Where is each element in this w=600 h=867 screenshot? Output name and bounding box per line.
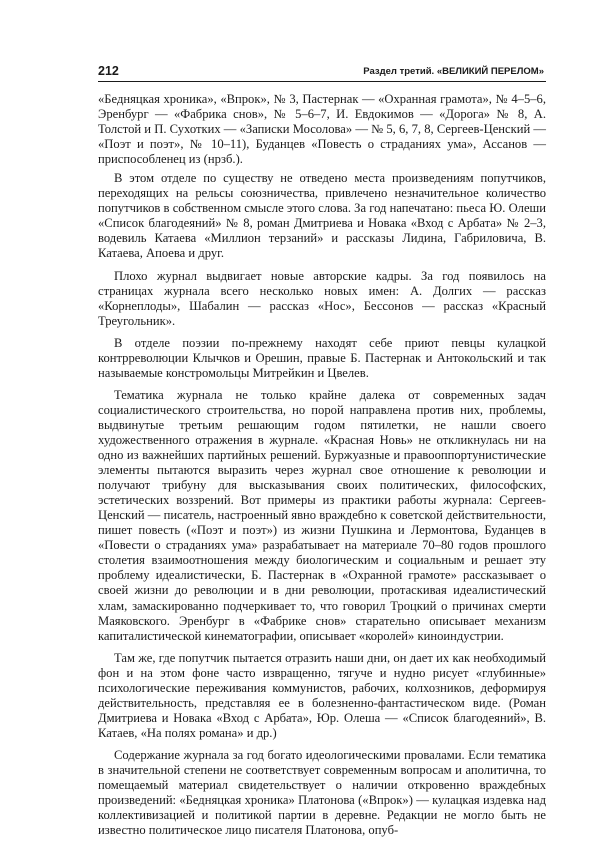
paragraph-new-authors: Плохо журнал выдвигает новые авторские кадры. За год появилось на страницах журнала всего несколько новых имен: А. Долгих — рассказ «Корнеплоды», Шабалин — рассказ «Нос», Бессонов — рассказ «Красный Треугольник». [98,268,546,328]
paragraph-poetry: В отделе поэзии по-прежнему находят себе приют певцы кулацкой контрреволюции Клычков и Орешин, правые Б. Пастернак и Антокольский и так называемые констромольцы Митрейкин и Цвелев. [98,335,546,380]
header-rule [98,81,546,82]
running-head-title: Раздел третий. «ВЕЛИКИЙ ПЕРЕЛОМ» [363,66,544,77]
running-header [98,56,546,84]
paragraph-continuation: «Бедняцкая хроника», «Впрок», № 3, Пастернак — «Охранная грамота», № 4–5–6, Эренбург — «Фабрика снов», № 5–6–7, И. Евдокимов — «Дорога» № 8, А. Толстой и П. Сухотких — «Записки Мосолова» — № 5, 6, 7, 8, Сергеев-Ценский — «Поэт и поэт», № 10–11), Буданцев «Повесть о страданиях ума», Ассанов — приспособленец из (нрзб.). [98,92,546,167]
paragraph-fellow-travelers: В этом отделе по существу не отведено места произведениям попутчиков, переходящих на рельсы союзничества, привлечено незначительное количество попутчиков в собственном смысле этого слова. За год напечатано: пьеса Ю. Олеши «Список благодеяний» № 8, роман Дмитриева и Новака «Вход с Арбата» № 2–3, водевиль Катаева «Миллион терзаний» и рассказы Лидина, Габриловича, В. Катаева, Апоева и друг. [98,171,546,261]
paragraph-fellow-traveler-days: Там же, где попутчик пытается отразить наши дни, он дает их как необходимый фон и на этом фоне часто извращенно, тягуче и нудно рисует «глубинные» психологические переживания коммунистов, рабочих, колхозников, деформируя действительность, представляя ее в болезненно-фантастическом виде. (Роман Дмитриева и Новака «Вход с Арбата», Юр. Олеша — «Список благодеяний», В. Катаев, «На полях романа» и др.) [98,650,546,740]
paragraph-themes: Тематика журнала не только крайне далека от современных задач социалистического строительства, но порой направлена против них, проблемы, выдвинутые третьим решающим годом пятилетки, не нашли своего художественного отражения в журнале. «Красная Новь» не откликнулась ни на одно из важнейших партийных решений. Буржуазные и правооппортунистические элементы пытаются выразить через журнал свое отношение к революции и получают трибуну для высказывания своих политических, философских, эстетических воззрений. Вот примеры из практики работы журнала: Сергеев-Ценский — писатель, настроенный явно враждебно к советской действительности, пишет повесть («Поэт и поэт») из жизни Пушкина и Лермонтова, Буданцев в «Повести о страданиях ума» разрабатывает на материале 70–80 годов прошлого столетия взаимоотношения между биологическим и социальным и решает эту проблему идеалистически, Б. Пастернак в «Охранной грамоте» рассказывает о своей жизни до революции и в дни революции, протаскивая идеалистический хлам, замаскированно подчеркивает то, что говорил Троцкий о причинах смерти Маяковского. Эренбург в «Фабрике снов» старательно описывает механизм капиталистической кинематографии, описывает «королей» киноиндустрии. [98,387,546,643]
page-number: 212 [98,64,119,78]
body-text [98,92,546,845]
paragraph-ideological-failures: Содержание журнала за год богато идеологическими провалами. Если тематика в значительной степени не соответствует современным вопросам и аполитична, то помещаемый материал свидетельствует о наличии откровенно враждебных произведений: «Бедняцкая хроника» Платонова («Впрок») — кулацкая издевка над коллективизацией и политикой партии в деревне. Редакции не могло быть не известно политическое лицо писателя Платонова, опуб- [98,747,546,838]
